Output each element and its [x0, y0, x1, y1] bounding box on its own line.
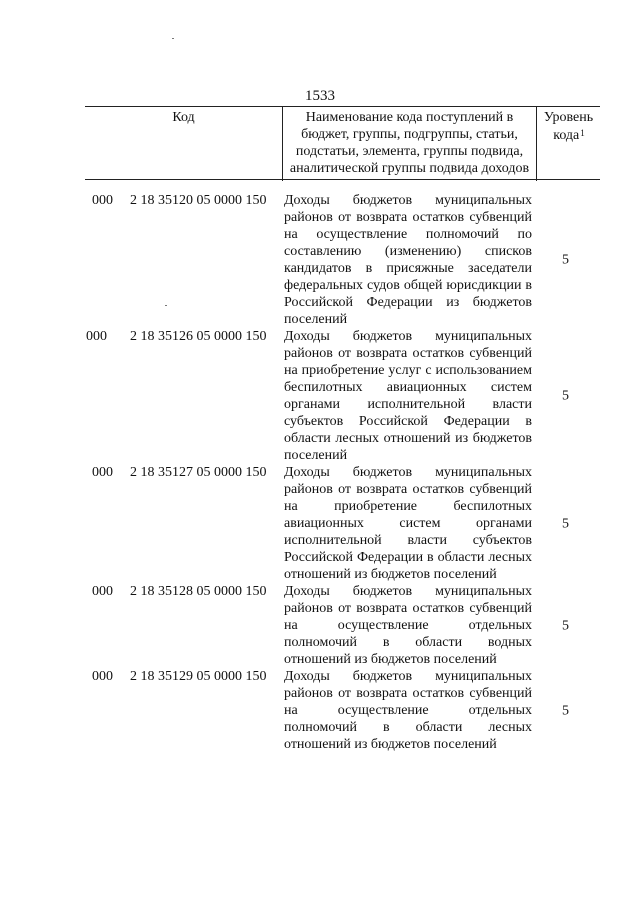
income-description: Доходы бюджетов муниципальных районов от возврата остатков субвенций на приобретение беспилотных авиационных систем органами исполнительной власти субъектов Российской Федерации в области лесных отношений из бюджетов поселений [284, 465, 532, 582]
admin-code: 000 [92, 669, 113, 684]
table-row [0, 668, 640, 753]
table-header [85, 106, 600, 180]
income-code: 2 18 35127 05 0000 150 [130, 465, 267, 480]
header-level-kod: кода [553, 128, 580, 143]
income-code: 2 18 35126 05 0000 150 [130, 329, 267, 344]
income-code: 2 18 35129 05 0000 150 [130, 669, 267, 684]
header-name-line: Наименование кода поступлений в [305, 110, 514, 125]
header-name-line: бюджет, группы, подгруппы, статьи, [301, 127, 518, 142]
table-row [0, 192, 640, 328]
footnote-marker: 1 [580, 128, 585, 138]
header-code: Код [85, 107, 283, 181]
header-level [537, 107, 600, 181]
header-name-line: подстатьи, элемента, группы подвида, [295, 144, 524, 159]
table-row [0, 583, 640, 668]
table-row [0, 328, 640, 464]
code-level: 5 [562, 618, 569, 633]
admin-code: 000 [92, 465, 113, 480]
admin-code: 000 [86, 329, 107, 344]
table-body [0, 192, 640, 753]
scan-speck [172, 38, 174, 39]
income-code: 2 18 35128 05 0000 150 [130, 584, 267, 599]
code-level: 5 [562, 516, 569, 531]
admin-code: 000 [92, 193, 113, 208]
income-description: Доходы бюджетов муниципальных районов от возврата остатков субвенций на осуществление полномочий по составлению (изменению) списков кандидатов в присяжные заседатели федеральных судов общей юрисдикции в Российской Федерации из бюджетов поселений [284, 193, 532, 327]
code-level: 5 [562, 703, 569, 718]
page-number: 1533 [305, 88, 335, 104]
income-description: Доходы бюджетов муниципальных районов от возврата остатков субвенций на осуществление отдельных полномочий в области лесных отношений из бюджетов поселений [284, 669, 532, 752]
income-code: 2 18 35120 05 0000 150 [130, 193, 267, 208]
header-level-line: Уровень [543, 110, 594, 125]
header-name [283, 107, 537, 181]
table-row [0, 464, 640, 583]
income-description: Доходы бюджетов муниципальных районов от возврата остатков субвенций на осуществление отдельных полномочий в области водных отношений из бюджетов поселений [284, 584, 532, 667]
header-name-line: аналитической группы подвида доходов [289, 161, 530, 176]
code-level: 5 [562, 252, 569, 268]
header-level-line [537, 127, 600, 145]
admin-code: 000 [92, 584, 113, 599]
income-description: Доходы бюджетов муниципальных районов от возврата остатков субвенций на приобретение услуг с использованием беспилотных авиационных систем органами исполнительной власти субъектов Российской Федерации в области лесных отношений из бюджетов поселений [284, 329, 532, 463]
code-level: 5 [562, 388, 569, 404]
